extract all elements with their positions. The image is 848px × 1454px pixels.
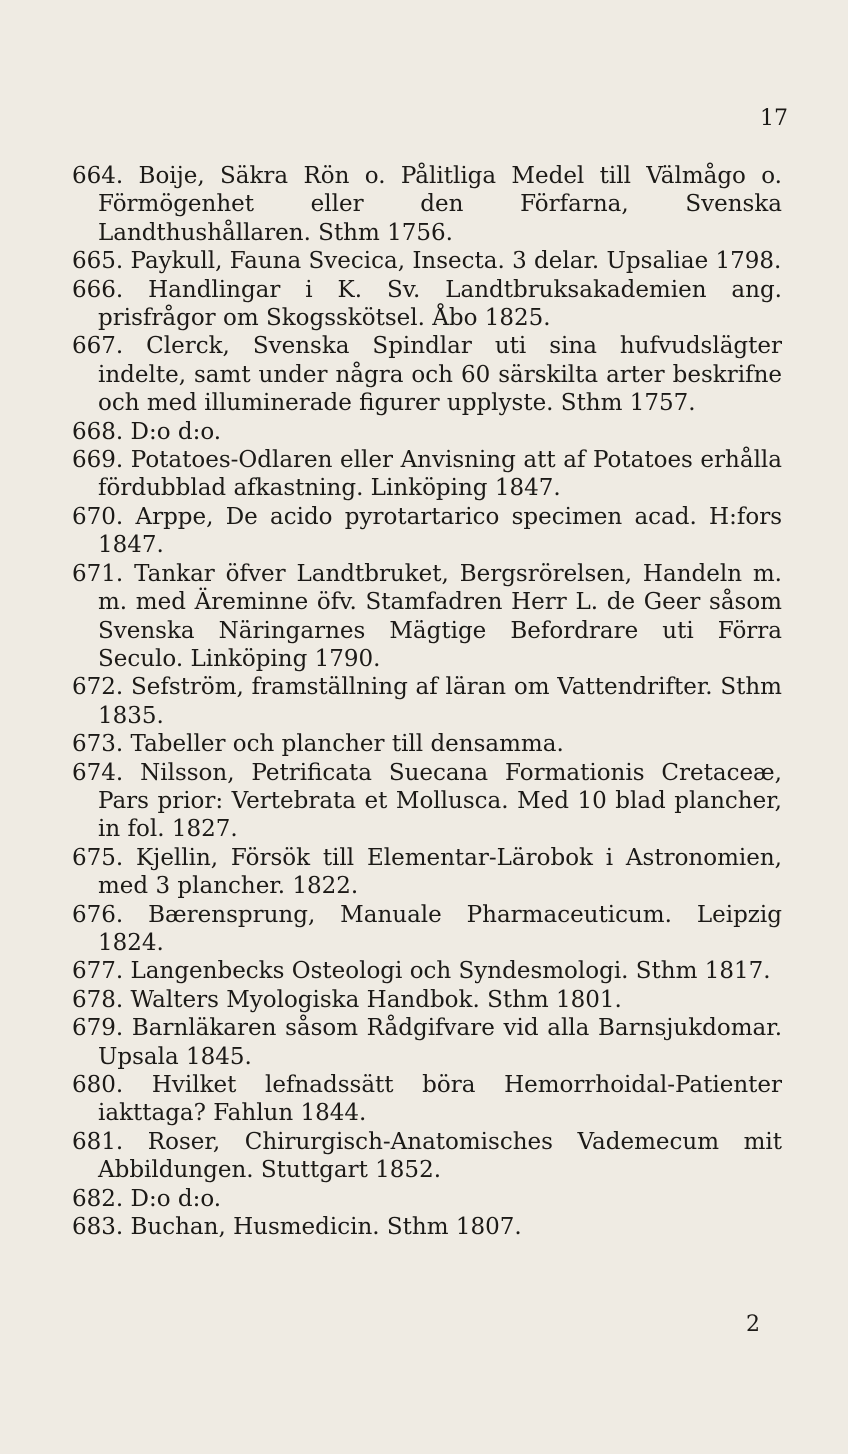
entry-667: 667. Clerck, Svenska Spindlar uti sina hufvudslägter indelte, samt under några och 60 särskilta arter beskrifne och med illuminerade figurer upplyste. Sthm 1757. bbox=[72, 333, 782, 417]
signature-mark: 2 bbox=[746, 1312, 760, 1337]
entry-674: 674. Nilsson, Petrificata Suecana Formationis Cretaceæ, Pars prior: Vertebrata et Mollusca. Med 10 blad plancher, in fol. 1827. bbox=[72, 759, 782, 843]
entry-673: 673. Tabeller och plancher till densamma. bbox=[72, 731, 564, 758]
entry-677: 677. Langenbecks Osteologi och Syndesmologi. Sthm 1817. bbox=[72, 958, 771, 985]
entry-683: 683. Buchan, Husmedicin. Sthm 1807. bbox=[72, 1214, 522, 1241]
entry-682: 682. D:o d:o. bbox=[72, 1185, 222, 1212]
entry-665: 665. Paykull, Fauna Svecica, Insecta. 3 delar. Upsaliae 1798. bbox=[72, 248, 782, 275]
page-number: 17 bbox=[760, 106, 788, 131]
entry-680: 680. Hvilket lefnadssätt böra Hemorrhoidal-Patienter iakttaga? Fahlun 1844. bbox=[72, 1072, 782, 1127]
entry-681: 681. Roser, Chirurgisch-Anatomisches Vademecum mit Abbildungen. Stuttgart 1852. bbox=[72, 1128, 782, 1184]
entry-676: 676. Bærensprung, Manuale Pharmaceuticum. Leipzig 1824. bbox=[72, 901, 782, 956]
entry-666: 666. Handlingar i K. Sv. Landtbruksakademien ang. prisfrågor om Skogsskötsel. Åbo 1825. bbox=[72, 276, 782, 332]
entry-664: 664. Boije, Säkra Rön o. Pålitliga Medel till Välmågo o. Förmögenhet eller den Förfarna, Svenska Landthushållaren. Sthm 1756. bbox=[72, 163, 782, 246]
entry-list bbox=[72, 162, 782, 1241]
entry-669: 669. Potatoes-Odlaren eller Anvisning att af Potatoes erhålla fördubblad afkastning. Linköping 1847. bbox=[72, 447, 782, 502]
entry-671: 671. Tankar öfver Landtbruket, Bergsrörelsen, Handeln m. m. med Äreminne öfv. Stamfadren Herr L. de Geer såsom Svenska Näringarnes Mägtige Befordrare uti Förra Seculo. Linköping 1790. bbox=[72, 560, 782, 672]
entry-678: 678. Walters Myologiska Handbok. Sthm 1801. bbox=[72, 986, 622, 1013]
entry-672: 672. Sefström, framställning af läran om Vattendrifter. Sthm 1835. bbox=[72, 674, 782, 729]
entry-679: 679. Barnläkaren såsom Rådgifvare vid alla Barnsjukdomar. Upsala 1845. bbox=[72, 1015, 782, 1070]
entry-675: 675. Kjellin, Försök till Elementar-Lärobok i Astronomien, med 3 plancher. 1822. bbox=[72, 844, 782, 900]
entry-670: 670. Arppe, De acido pyrotartarico specimen acad. H:fors 1847. bbox=[72, 503, 782, 559]
entry-668: 668. D:o d:o. bbox=[72, 418, 222, 445]
